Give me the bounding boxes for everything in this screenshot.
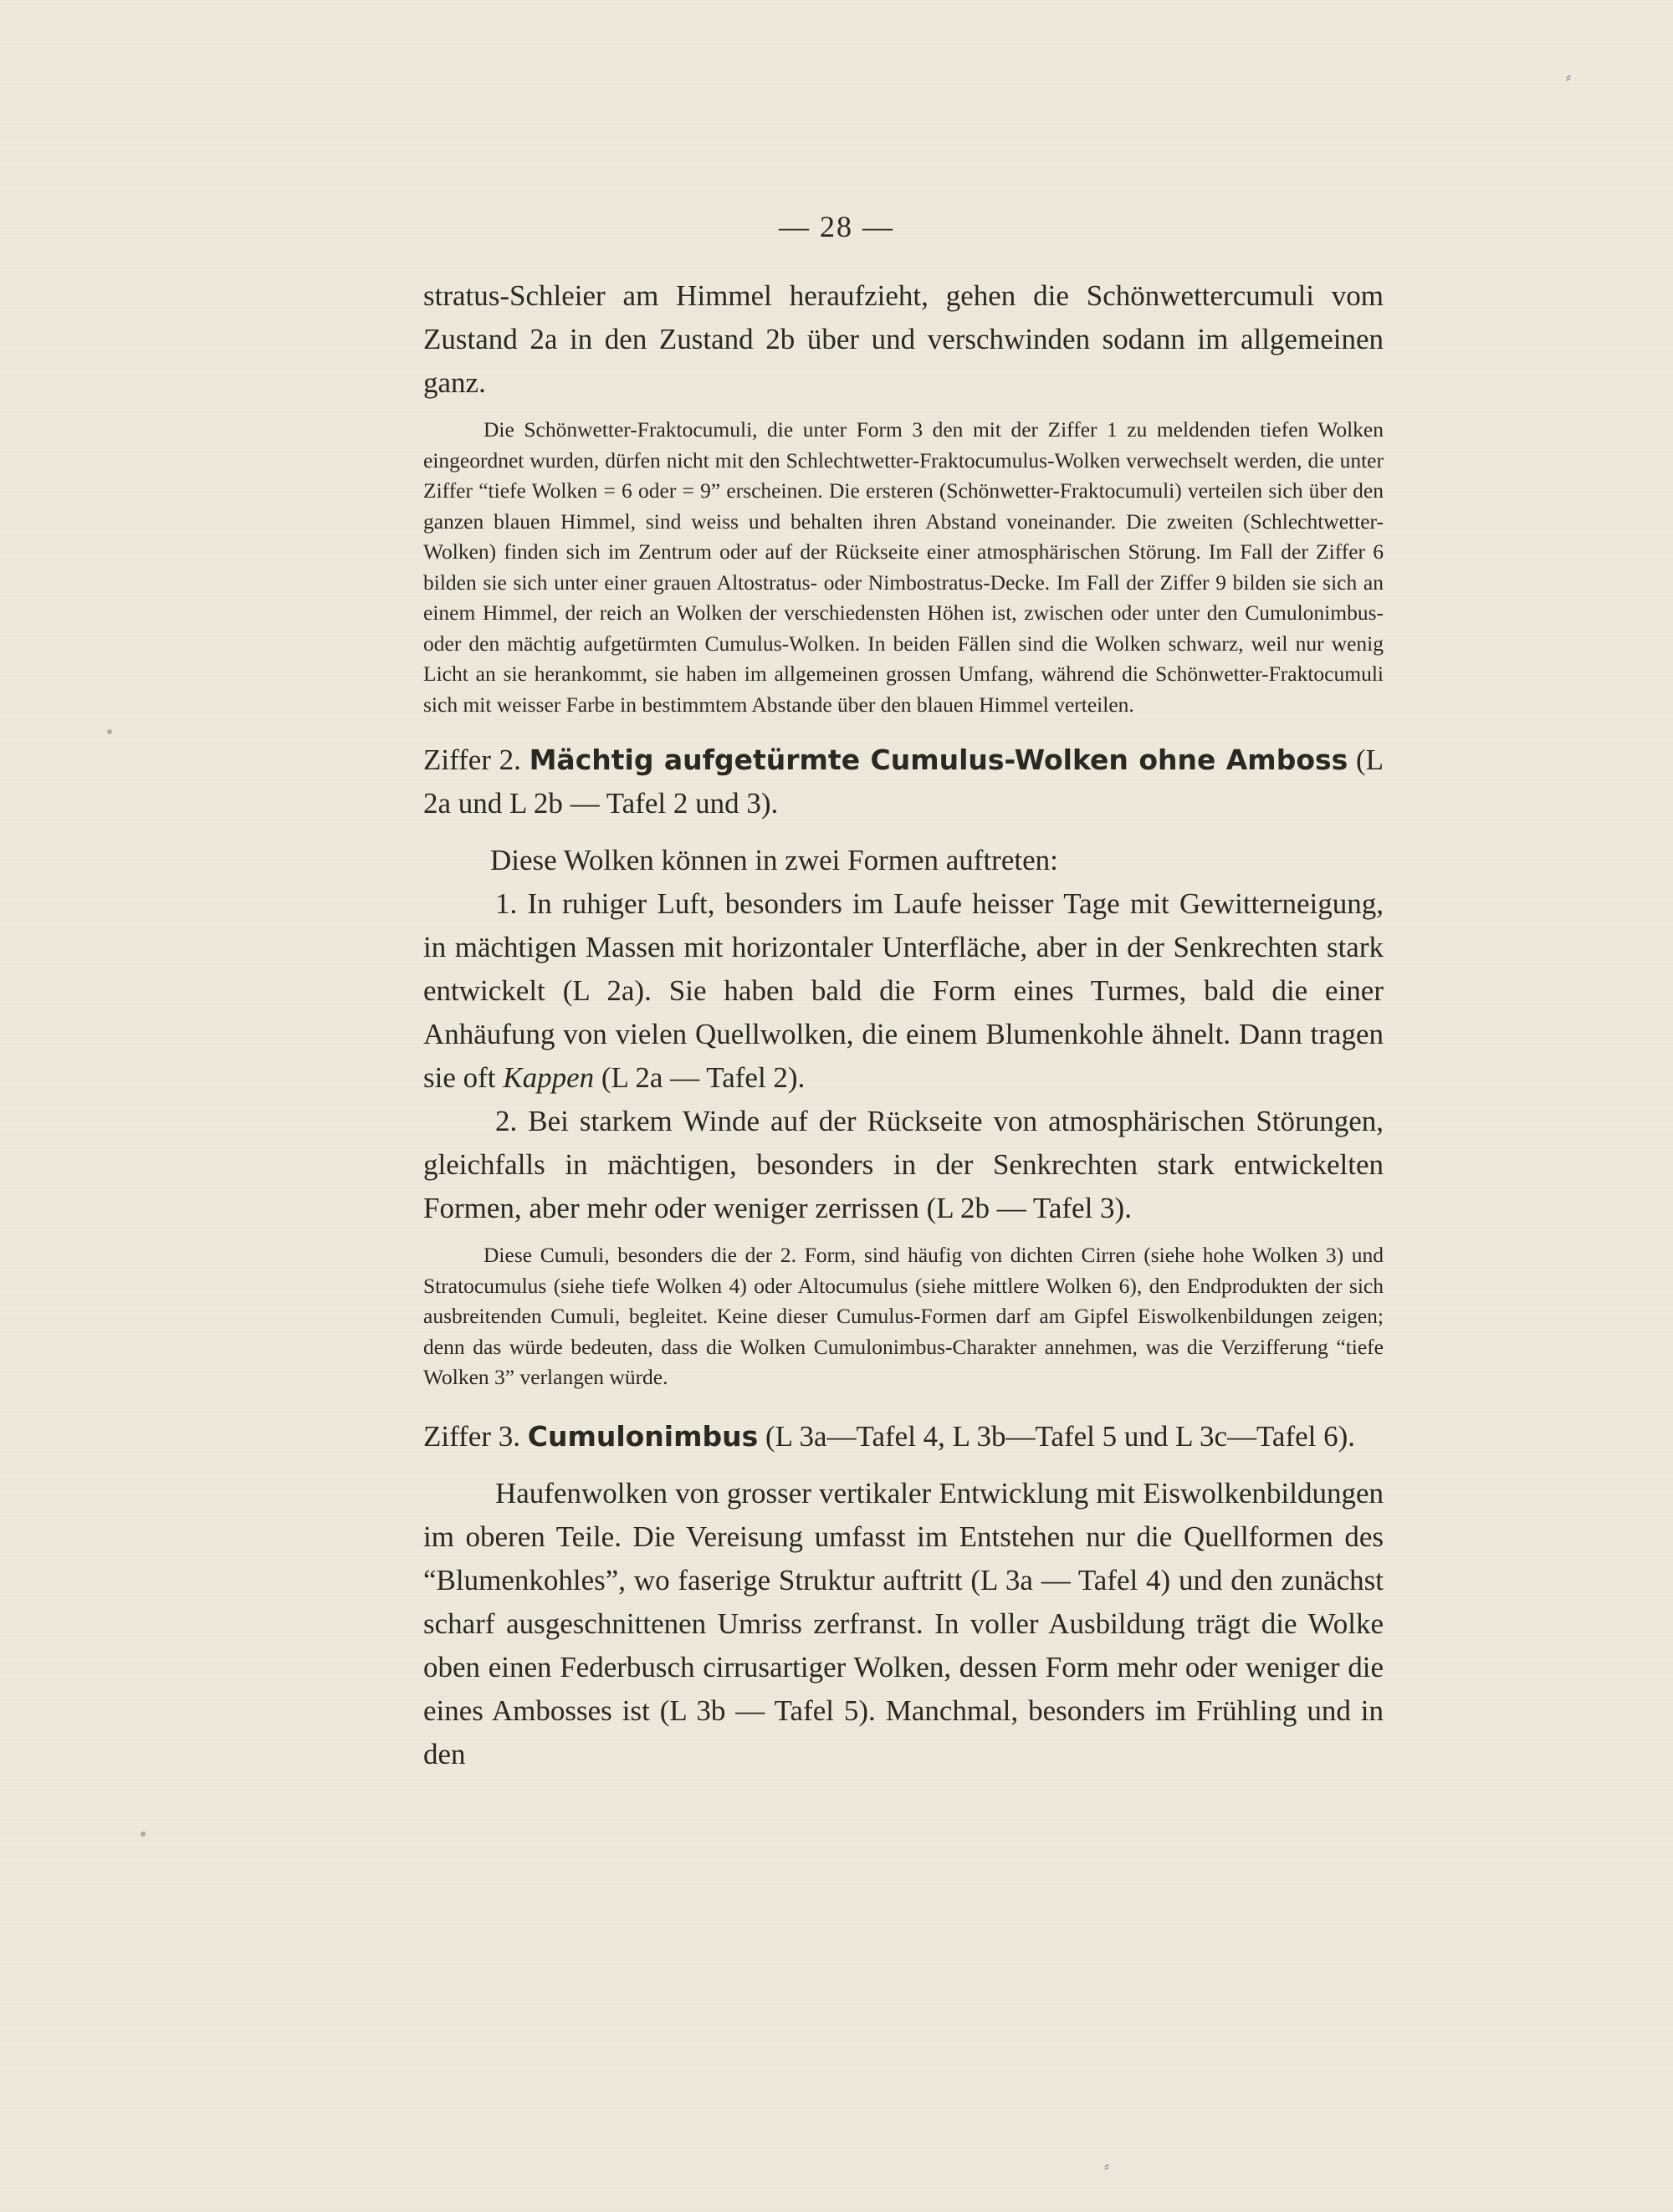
- section-reference: (L 3a—Tafel 4, L 3b—Tafel 5 und L 3c—Tafel 6).: [765, 1419, 1356, 1453]
- cumulonimbus-paragraph: Haufenwolken von grosser vertikaler Entwicklung mit Eiswolkenbildungen im oberen Teile. Die Vereisung umfasst im Entstehen nur die Quellformen des “Blumenkohles”, wo faserige Struktur auftritt (L 3a — Tafel 4) und den zunächst scharf ausgeschnittenen Umriss zerfranst. In voller Ausbildung trägt die Wolke oben einen Federbusch cirrusartiger Wolken, dessen Form mehr oder weniger die eines Ambosses ist (L 3b — Tafel 5). Manchmal, besonders im Frühling und in den: [423, 1476, 1384, 1770]
- section-heading-ziffer-3: [423, 1415, 1384, 1458]
- footnote-fraktocumuli: Die Schönwetter-Fraktocumuli, die unter Form 3 den mit der Ziffer 1 zu meldenden tiefen Wolken eingeordnet wurden, dürfen nicht mit den Schlechtwetter-Fraktocumulus-Wolken verwechselt werden, die unter Ziffer “tiefe Wolken = 6 oder = 9” erscheinen. Die ersteren (Schönwetter-Fraktocumuli) verteilen sich über den ganzen blauen Himmel, sind weiss und behalten ihren Abstand voneinander. Die zweiten (Schlechtwetter-Wolken) finden sich im Zentrum oder auf der Rückseite einer atmosphärischen Störung. Im Fall der Ziffer 6 bilden sie sich unter einer grauen Altostratus- oder Nimbostratus-Decke. Im Fall der Ziffer 9 bilden sie sich an einem Himmel, der reich an Wolken der verschiedensten Höhen ist, zwischen oder unter den Cumulonimbus- oder den mächtig aufgetürmten Cumulus-Wolken. In beiden Fällen sind die Wolken schwarz, weil nur wenig Licht an sie herankommt, sie haben im allgemeinen grossen Umfang, während die Schönwetter-Fraktocumuli sich mit weisser Farbe in bestimmtem Abstande über den blauen Himmel verteilen.: [423, 417, 1384, 717]
- form-1-text: 1. In ruhiger Luft, besonders im Laufe heisser Tage mit Gewitterneigung, in mächtigen Massen mit horizontaler Unterfläche, aber in der Senkrechten stark entwickelt (L 2a). Sie haben bald die Form eines Turmes, bald die einer Anhäufung von vielen Quellwolken, die einem Blumenkohle ähnelt. Dann tragen sie oft: [423, 887, 1384, 1094]
- form-2-paragraph: 2. Bei starkem Winde auf der Rückseite von atmosphärischen Störungen, gleichfalls in mächtigen, besonders in der Senkrechten stark entwickelten Formen, aber mehr oder weniger zerrissen (L 2b — Tafel 3).: [423, 1105, 1384, 1224]
- section-heading-ziffer-2: [423, 738, 1384, 825]
- footnote-cumuli: Diese Cumuli, besonders die der 2. Form, sind häufig von dichten Cirren (siehe hohe Wolken 3) und Stratocumulus (siehe tiefe Wolken 4) oder Altocumulus (siehe mittlere Wolken 6), den Endprodukten der sich ausbreitenden Cumuli, begleitet. Keine dieser Cumulus-Formen darf am Gipfel Eiswolkenbildungen zeigen; denn das würde bedeuten, dass die Wolken Cumulonimbus-Charakter annehmen, was die Verzifferung “tiefe Wolken 3” verlangen würde.: [423, 1243, 1384, 1389]
- section-title: Mächtig aufgetürmte Cumulus-Wolken ohne Amboss: [529, 743, 1348, 776]
- page-number: — 28 —: [779, 210, 894, 243]
- section-label: Ziffer 2.: [423, 743, 521, 776]
- section-title: Cumulonimbus: [527, 1419, 759, 1453]
- paper-speck: [107, 729, 112, 734]
- form-1-paragraph: [423, 882, 1384, 1100]
- paper-mark: ⸗: [1104, 2158, 1109, 2175]
- continuation-paragraph: stratus-Schleier am Himmel heraufzieht, gehen die Schönwettercumuli vom Zustand 2a in den Zustand 2b über und verschwinden sodann im allgemeinen ganz.: [423, 279, 1384, 399]
- intro-paragraph: Diese Wolken können in zwei Formen auftreten:: [490, 844, 1058, 876]
- section-label: Ziffer 3.: [423, 1419, 520, 1453]
- page-body: [423, 274, 1384, 1776]
- form-1-italic: Kappen: [503, 1061, 595, 1094]
- form-1-end: (L 2a — Tafel 2).: [601, 1061, 806, 1094]
- section-reference: (L 2a und L 2b — Tafel 2 und 3).: [423, 743, 1384, 820]
- paper-speck: [141, 1831, 146, 1837]
- paper-mark: ⸗: [1566, 69, 1571, 86]
